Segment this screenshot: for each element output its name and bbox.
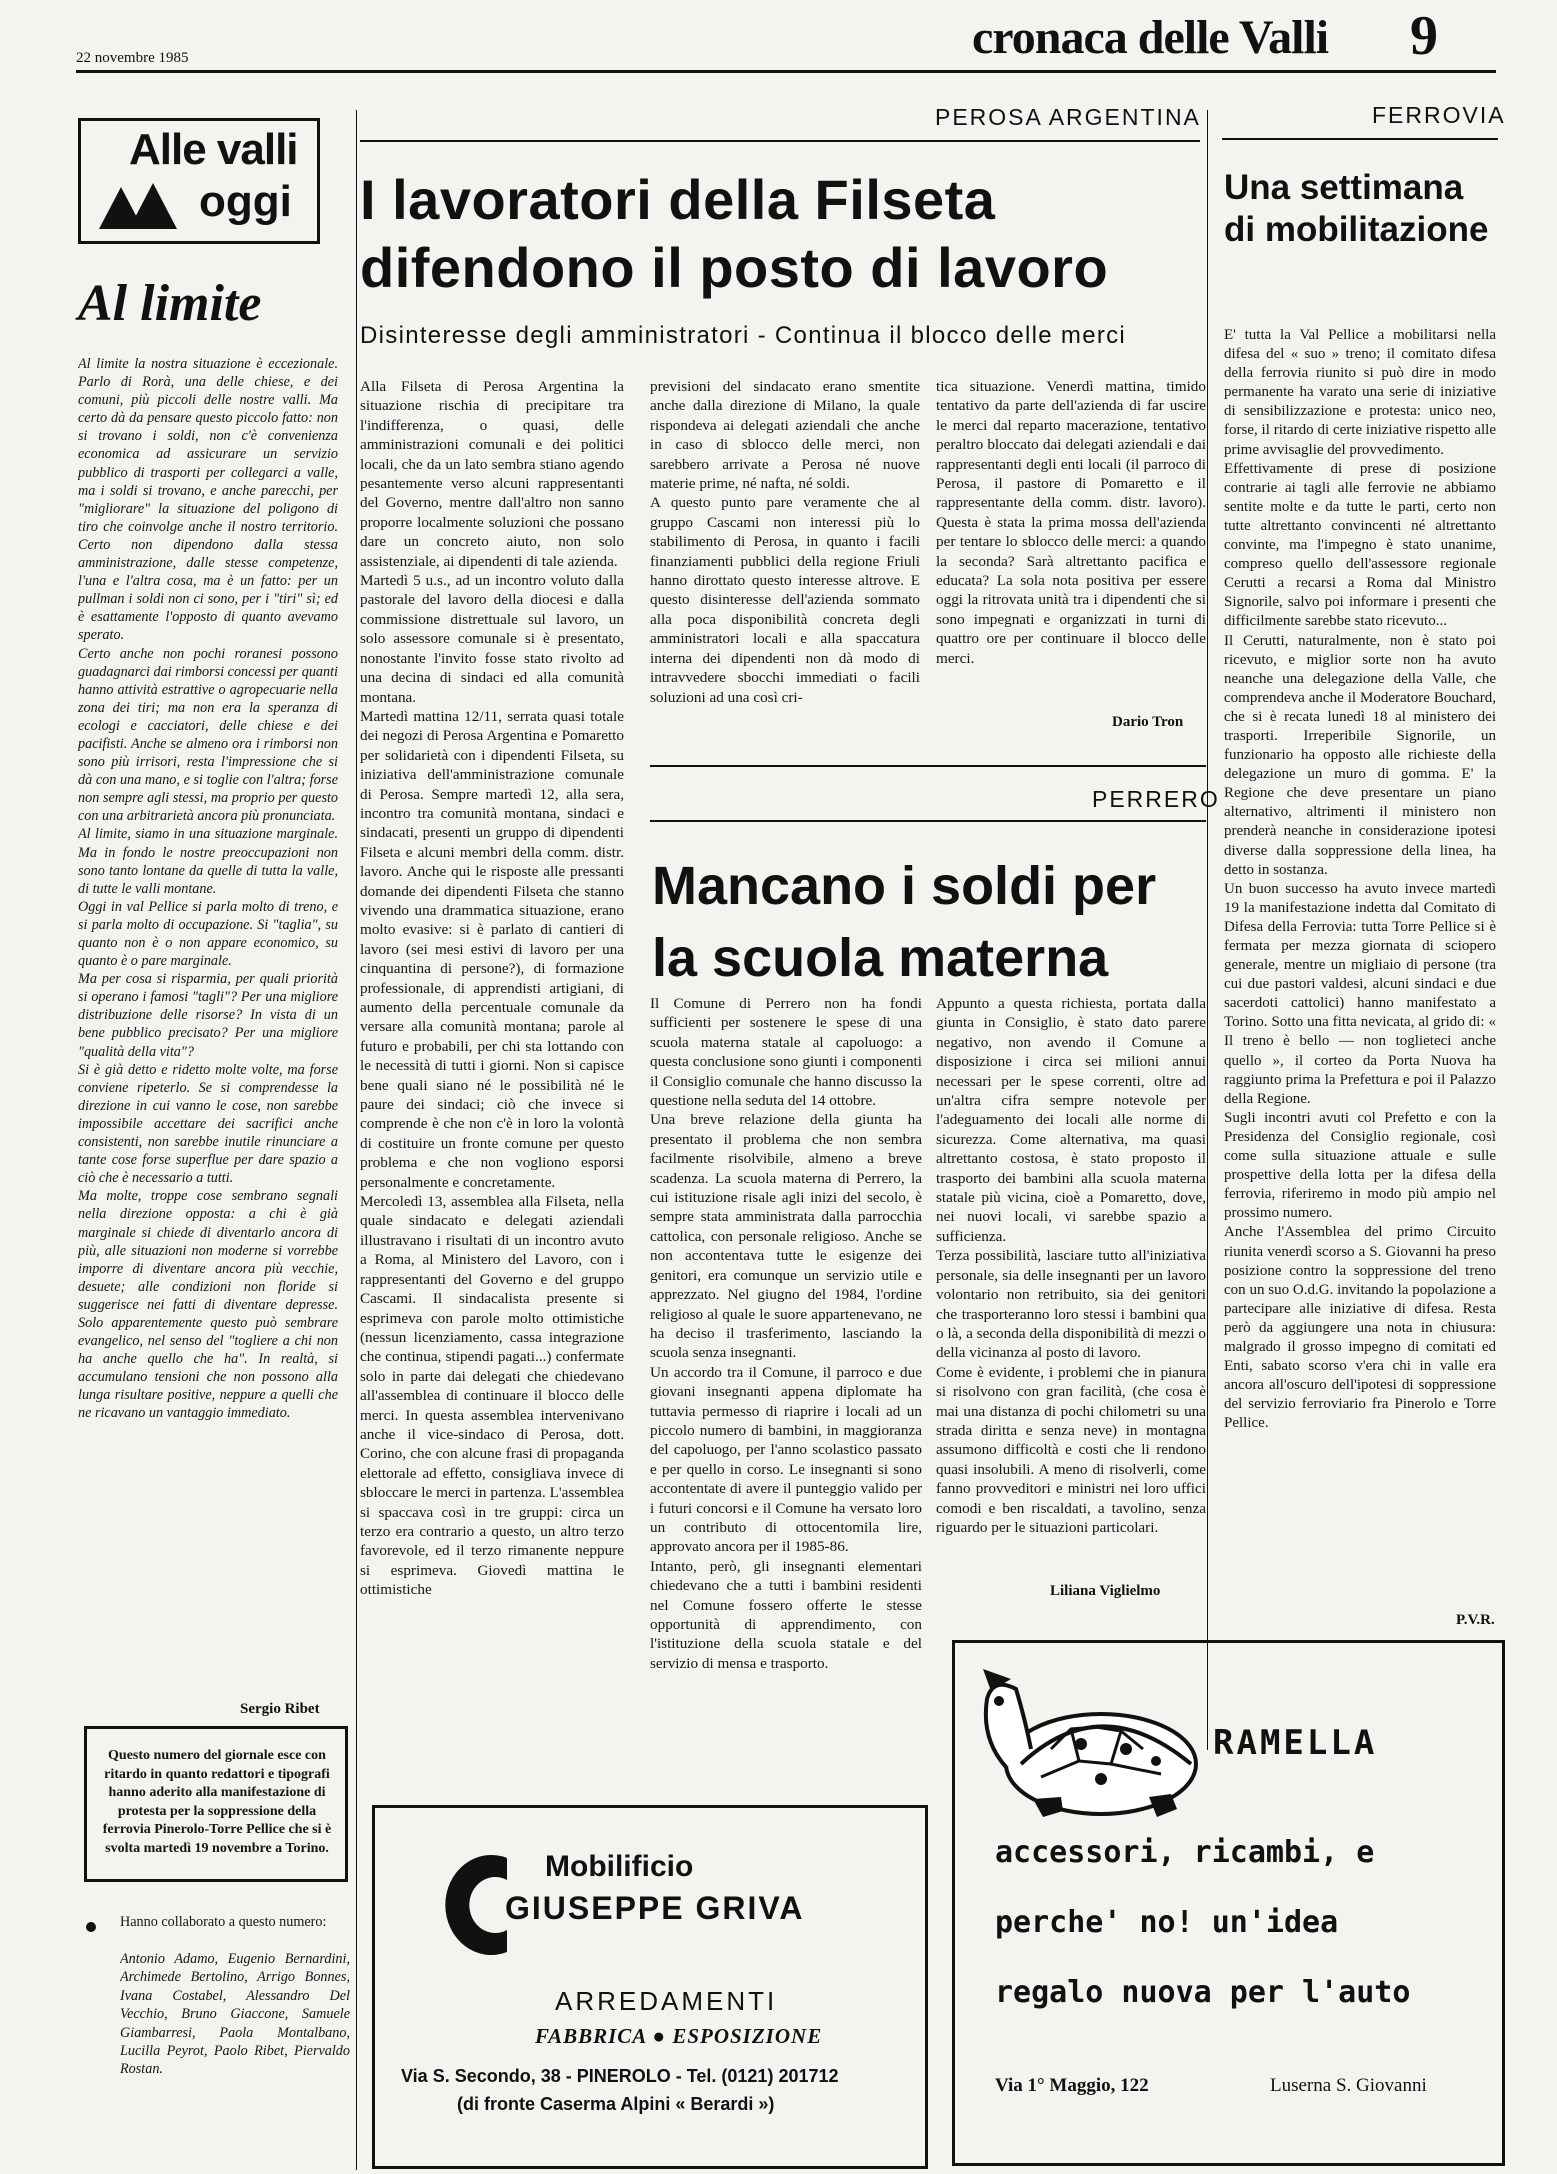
masthead: cronaca delle Valli bbox=[972, 11, 1329, 64]
column-divider-left bbox=[356, 110, 357, 2170]
mountains-icon bbox=[99, 179, 179, 231]
perrero-col-1: Il Comune di Perrero non ha fondi sufficienti per sostenere le spese di una scuola materna statale al capoluogo: a questa conclusione sono giunti i componenti il Consiglio comunale che hanno discusso la questione nella seduta del 14 ottobre. Una breve relazione della giunta ha presentato il problema che non sembra facilmente risolvibile, almeno a breve scadenza. La scuola materna di Perrero, la cui istituzione risale agli inizi del secolo, è sempre stata amministrata dalla parrocchia cattolica, con personale religioso. Anche se non accontentava tutte le esigenze dei genitori, era comunque un servizio utile e apprezzato. Nel giugno del 1984, l'ordine religioso al quale le suore appartenevano, ne ha deciso il trasferimento, lasciando la scuola senza insegnanti. Un accordo tra il Comune, il parroco e due giovani insegnanti appena diplomate ha tuttavia permesso di riaprire i locali ad un piccolo numero di bambini, in maggioranza del capoluogo, per l'anno scolastico passato e per quello in corso. Le insegnanti si sono accontentate di avere il punteggio valido per i futuri concorsi e il Comune ha versato loro un contributo di ottocentomila lire, approvato ancora per il 1985-86. Intanto, però, gli insegnanti elementari chiedevano che a tutti i bambini residenti nel Comune fossero offerte le stesse opportunità di apprendimento, con l'istituzione della scuola statale e del servizio di mensa e trasporto. bbox=[650, 995, 922, 1672]
griva-esposizione: ESPOSIZIONE bbox=[672, 2024, 823, 2048]
perrero-col-2: Appunto a questa richiesta, portata dalla giunta in Consiglio, è stato dato parere negativo, non avendo il Comune a disposizione i circa sei milioni annui necessari per le spese correnti, oltre ad un'altra cifra sempre notevole per l'adeguamento dei locali alle norme di sicurezza. Come alternativa, ma quasi altrettanto costosa, è stato proposto il trasporto dei bambini alla scuola materna statale più vicina, cioè a Pomaretto, dove, nei nuovi locali, vi sarebbe spazio a sufficienza. Terza possibilità, lasciare tutto all'iniziativa personale, sia delle insegnanti per un lavoro volontario non retribuito, sia dei genitori che trasporteranno loro stessi i bambini qua o là, a seconda della disponibilità di mezzi o della vicinanza al posto di lavoro. Come è evidente, i problemi che in pianura si risolvono con gran facilità, (che cosa è mai una distanza di pochi chilometri su una strada diritta e senza neve) in montagna assumono difficoltà e costi che li rendono quasi insolubili. A meno di risolverli, come fanno provveditori e ministri nei loro uffici comodi e ben riscaldati, a tavolino, senza riguardo per le situazioni particolari. bbox=[936, 995, 1206, 1536]
page-number: 9 bbox=[1410, 5, 1438, 67]
filseta-author: Dario Tron bbox=[1112, 714, 1184, 730]
ramella-line3: regalo nuova per l'auto bbox=[995, 1975, 1411, 2010]
ad-griva bbox=[372, 1805, 928, 2169]
notice-box bbox=[84, 1726, 348, 1882]
editorial-text: Al limite la nostra situazione è eccezionale. Parlo di Rorà, una delle chiese, e dei comuni, più piccoli delle nostre valli. Ma certo dà da pensare questo piccolo fatto: non si trovano i soldi, non c'è convenienza economica ad assicurare un servizio pubblico di trasporti per collegarci a valle, ma i soldi si trovano, e anche parecchi, per "migliorare" la situazione del poligono di tiro che coinvolge anche il nostro territorio. Certo non dipendono dalla stessa amministrazione, dalle stesse competenze, l'una e l'altra cosa, ma è un fatto: per un pullman i soldi non ci sono, per i "tiri" sì; ed è esattamente l'opposto di quanto avevamo sperato. Certo anche non pochi roranesi possono guadagnarci dai rimborsi concessi per quanti hanno attività estrattive o agropecuarie nella zona dei tiri; ma non era la speranza di ecologi e cacciatori, delle chiese e dei pacifisti. Anche se almeno ora i rimborsi non sono più irrisori, resta l'impressione che si dà con una mano, e si toglie con l'altra; forse non sempre agli stessi, ma proprio per questo con una arbitrarietà ancora più pronunciata. Al limite, siamo in una situazione marginale. Ma in fondo le nostre preoccupazioni non sono tanto lontane da quelle di tutta la valle, di tutte le valli montane. Oggi in val Pellice si parla molto di treno, e si parla molto di occupazione. Si "taglia", su quanto non è o non appare economico, su quanto è o pare marginale. Ma per cosa si risparmia, per quali priorità si operano i famosi "tagli"? Per una migliore distribuzione delle risorse? In vista di un bene pubblico precisato? Per una migliore "qualità della vita"? Si è già detto e ridetto molte volte, ma forse conviene ripeterlo. Se si comprendesse la direzione in cui vanno le cose, non sarebbe impossibile accettare dei sacrifici anche consistenti, non sarebbe inutile rinunciare a tante cose forse superflue per dare spazio a ciò che è necessario a tutti. Ma molte, troppe cose sembrano segnali nella direzione opposta: a chi è già marginale si chiede di diventarlo ancora di più, alle situazioni non moderne si vorrebbe imporre di diventare ancora più vecchie, desuete; alle condizioni non floride si suggerisce nei fatti di diventare depresse. Solo apparentemente questo può sembrare evangelico, nel senso del "togliere a chi non ha anche quello che ha". In realtà, si accumulano tensioni che non possono alla lunga risultare positive, neppure a quelli che ne ricavano un vantaggio immediato. bbox=[78, 356, 338, 1422]
griva-line4 bbox=[535, 2024, 822, 2049]
filseta-subhead: Disinteresse degli amministratori - Continua il blocco delle merci bbox=[360, 322, 1127, 349]
notice-text: Questo numero del giornale esce con ritardo in quanto redattori e tipografi hanno aderito alla manifestazione di protesta per la soppressione della ferrovia Pinerolo-Torre Pellice che si è svolta martedì 19 novembre a Torino. bbox=[102, 1748, 332, 1856]
griva-line2: GIUSEPPE GRIVA bbox=[505, 1890, 805, 1926]
ramella-town: Luserna S. Giovanni bbox=[1270, 2075, 1427, 2096]
griva-landmark: (di fronte Caserma Alpini « Berardi ») bbox=[457, 2094, 775, 2114]
griva-bullet: ● bbox=[652, 2024, 673, 2048]
ferrovia-kicker: FERROVIA bbox=[1372, 102, 1506, 128]
ramella-name: RAMELLA bbox=[1213, 1723, 1378, 1763]
perrero-kicker: PERRERO bbox=[1092, 786, 1220, 812]
filseta-col-2: previsioni del sindacato erano smentite anche dalla direzione di Milano, la quale rispondeva ai delegati aziendali che anche in caso di sblocco delle merci, non sarebbero arrivate a Perosa né nuove materie prime, né nafta, né soldi. A questo punto pare veramente che al gruppo Cascami non interessi più lo stabilimento di Perosa, in quanto i facili finanziamenti pubblici della regione Friuli hanno dirottato questo interesse altrove. E questo disinteresse dell'azienda sommato alla poca disponibilità concreta degli amministratori locali e alla spaccatura interna dei dipendenti non dà modo di intravvedere sbocchi immediati o facili soluzioni ad una così cri- bbox=[650, 378, 920, 706]
perrero-headline: Mancano i soldi per la scuola materna bbox=[652, 856, 1157, 988]
filseta-top-rule bbox=[360, 140, 1200, 142]
ad-ramella bbox=[952, 1640, 1505, 2166]
perrero-top-rule bbox=[650, 820, 1206, 822]
alle-valli-logo bbox=[78, 118, 320, 244]
bullet-dot bbox=[86, 1922, 96, 1932]
turtle-icon bbox=[961, 1649, 1201, 1824]
ramella-line1: accessori, ricambi, e bbox=[995, 1835, 1375, 1870]
ferrovia-author: P.V.R. bbox=[1456, 1612, 1495, 1628]
editorial-title: Al limite bbox=[78, 275, 262, 332]
perrero-author: Liliana Viglielmo bbox=[1050, 1583, 1161, 1599]
collaborators-intro: Hanno collaborato a questo numero: bbox=[120, 1914, 327, 1930]
ferrovia-text: E' tutta la Val Pellice a mobilitarsi nella difesa del « suo » treno; il comitato difesa della ferrovia riunito si può dire in modo permanente ha varato una serie di iniziative di sensibilizzazione e protesta: unico neo, forse, il ritardo di certe iniziative rispetto alle prime avvisaglie del provvedimento. Effettivamente di prese di posizione contrarie ai tagli alle ferrovie ne abbiamo sentite molte e da tutte le parti, certo non tutte altrettanto convincenti né altrettanto convinte, ma l'impegno è stato unanime, compreso quello dell'assessore regionale Cerutti a recarsi a Roma dal Ministro Signorile, salvo poi informare i presenti che difficilmente sarebbe stato ricevuto... Il Cerutti, naturalmente, non è stato poi ricevuto, e miglior sorte non ha avuto neanche una delegazione della Valle, che comprendeva anche il Moderatore Bouchard, che si è recata lunedì 18 al ministero dei trasporti. Irreperibile Signorile, un funzionario ha opposto alle richieste della delegazione un muro di gomma. E' la Regione che deve presentare un piano alternativo, altrimenti il ministero non prenderà neanche in considerazione ipotesi diverse dalla soppressione della linea, ha detto in sostanza. Un buon successo ha avuto invece martedì 19 la manifestazione indetta dal Comitato di Difesa della Ferrovia: tutta Torre Pellice si è fermata per mezza giornata di sciopero generale, mentre un migliaio di persone (tra cui due pastori valdesi, alcuni sindaci e due sacerdoti cattolici) hanno manifestato a Torino. Sotto una fitta nevicata, al grido di: « Il treno è bello — non toglieteci anche quello », il corteo da Porta Nuova ha raggiunto prima la Prefettura e poi il Palazzo della Regione. Sugli incontri avuti col Prefetto e con la Presidenza del Consiglio regionale, così come sulla situazione attuale e sulle prospettive della lotta per la difesa della ferrovia, riferiremo in modo più ampio nel prossimo numero. Anche l'Assemblea del primo Circuito riunita venerdì scorso a S. Giovanni ha preso posizione contro la soppressione del treno con un suo O.d.G. invitando la popolazione a partecipare alle iniziative di difesa. Resta però da aggiungere una nota in chiusura: malgrado il grosso impegno di comitati ed Enti, sabato scorso v'era chi in valle era ancora all'oscuro dell'ipotesi di soppressione del servizio ferroviario fra Pinerolo e Torre Pellice. bbox=[1224, 327, 1496, 1432]
ramella-address: Via 1° Maggio, 122 bbox=[995, 2075, 1149, 2096]
ramella-line2: perche' no! un'idea bbox=[995, 1905, 1339, 1940]
collaborators-names: Antonio Adamo, Eugenio Bernardini, Archimede Bertolino, Arrigo Bonnes, Ivana Costabel, Alessandro Del Vecchio, Bruno Giaccone, Samuele Giambarresi, Paola Montalbano, Lucilla Peyrot, Paolo Ribet, Piervaldo Rostan. bbox=[120, 1951, 350, 2078]
editorial-author: Sergio Ribet bbox=[240, 1701, 320, 1717]
ferrovia-headline: Una settimana di mobilitazione bbox=[1224, 168, 1489, 249]
filseta-col-1: Alla Filseta di Perosa Argentina la situazione rischia di precipitare tra l'indifferenza, o quasi, delle amministrazioni comunali e dei politici locali, che da un lato sembra stiano agendo pesantemente verso alcuni rappresentanti del Governo, mentre dall'altro non sanno proporre localmente soluzioni che possano dare un concreto aiuto, non solo assistenziale, ai dipendenti di tale azienda. Martedì 5 u.s., ad un incontro voluto dalla pastorale del lavoro della diocesi e dalla commissione distrettuale sul lavoro, un solo assessore comunale si è presentato, nonostante l'invito fosse stato rivolto ad una decina di sindaci ed alla comunità montana. Martedì mattina 12/11, serrata quasi totale dei negozi di Perosa Argentina e Pomaretto per solidarietà con i dipendenti Filseta, su iniziativa dell'amministrazione comunale di Perosa. Sempre martedì 12, alla sera, incontro tra comunità montana, sindaci e sindacati, presenti un gruppo di dipendenti Filseta e alcuni membri della comm. distr. lavoro. Anche qui le risposte alle pressanti domande dei dipendenti Filseta che stanno vivendo una drammatica situazione, erano molto evasive: si è parlato di cantieri di lavoro (sei mesi estivi di lavoro per una cinquantina di persone?), di formazione professionale, di apprendisti artigiani, di aumento della percentuale comunale da versare alla comunità montana; parole al futuro e probabili, per chi sta lottando con le necessità di tutti i giorni. Non si capisce bene quali siano né le possibilità né le paure dei sindaci; ciò che invece si comprende è che non c'è in loro la volontà di costituire un fronte comune per questo problema e che non vogliono esporsi personalmente e concretamente. Mercoledì 13, assemblea alla Filseta, nella quale sindacato e delegati aziendali illustravano i risultati di un incontro avuto a Roma, al Ministero del Lavoro, con i rappresentanti del Governo e del gruppo Cascami. Il sindacalista presente si esprimeva con parole molto ottimistiche (nessun licenziamento, cassa integrazione che continua, stipendi pagati...) confermate solo in parte dai delegati che chiedevano all'assemblea di continuare il blocco delle merci. In questa assemblea intervenivano anche il vice-sindaco di Perosa, dott. Corino, che con alcune frasi di propaganda elettorale ad effetto, consigliava invece di sbloccare le merci in partenza. L'assemblea si spaccava così in tre gruppi: circa un terzo era contrario a questo, un altro terzo favorevole, ed il terzo rimanente neppure si esprimeva. Giovedì mattina le ottimistiche bbox=[360, 378, 624, 1599]
perrero-separator bbox=[650, 765, 1206, 767]
griva-line3: ARREDAMENTI bbox=[555, 1986, 778, 2016]
ferrovia-top-rule bbox=[1222, 138, 1498, 140]
header-rule bbox=[76, 70, 1496, 73]
griva-address: Via S. Secondo, 38 - PINEROLO - Tel. (0121) 201712 bbox=[401, 2066, 839, 2086]
logo-subtitle: oggi bbox=[199, 177, 292, 226]
logo-title: Alle valli bbox=[129, 125, 298, 174]
filseta-col-3: tica situazione. Venerdì mattina, timido tentativo da parte dell'azienda di far uscire le merci dal reparto macerazione, tentativo peraltro bloccato dai delegati aziendali e dai rappresentanti degli enti locali (il parroco di Perosa, il pastore di Pomaretto e il rappresentante della comm. distr. lavoro). Questa è stata la prima mossa dell'azienda per tentare lo sblocco delle merci: a quando la seconda? Sarà altrettanto pacifica e educata? La sola nota positiva per essere oggi la ritrovata unità tra i dipendenti che si sono impegnati e organizzati in turni di quattro ore per continuare il blocco delle merci. bbox=[936, 378, 1206, 667]
griva-line1: Mobilificio bbox=[545, 1850, 694, 1883]
filseta-kicker: PEROSA ARGENTINA bbox=[935, 104, 1201, 130]
issue-date: 22 novembre 1985 bbox=[76, 50, 189, 66]
griva-fabbrica: FABBRICA bbox=[535, 2024, 647, 2048]
filseta-headline: I lavoratori della Filseta difendono il posto di lavoro bbox=[360, 168, 1109, 299]
